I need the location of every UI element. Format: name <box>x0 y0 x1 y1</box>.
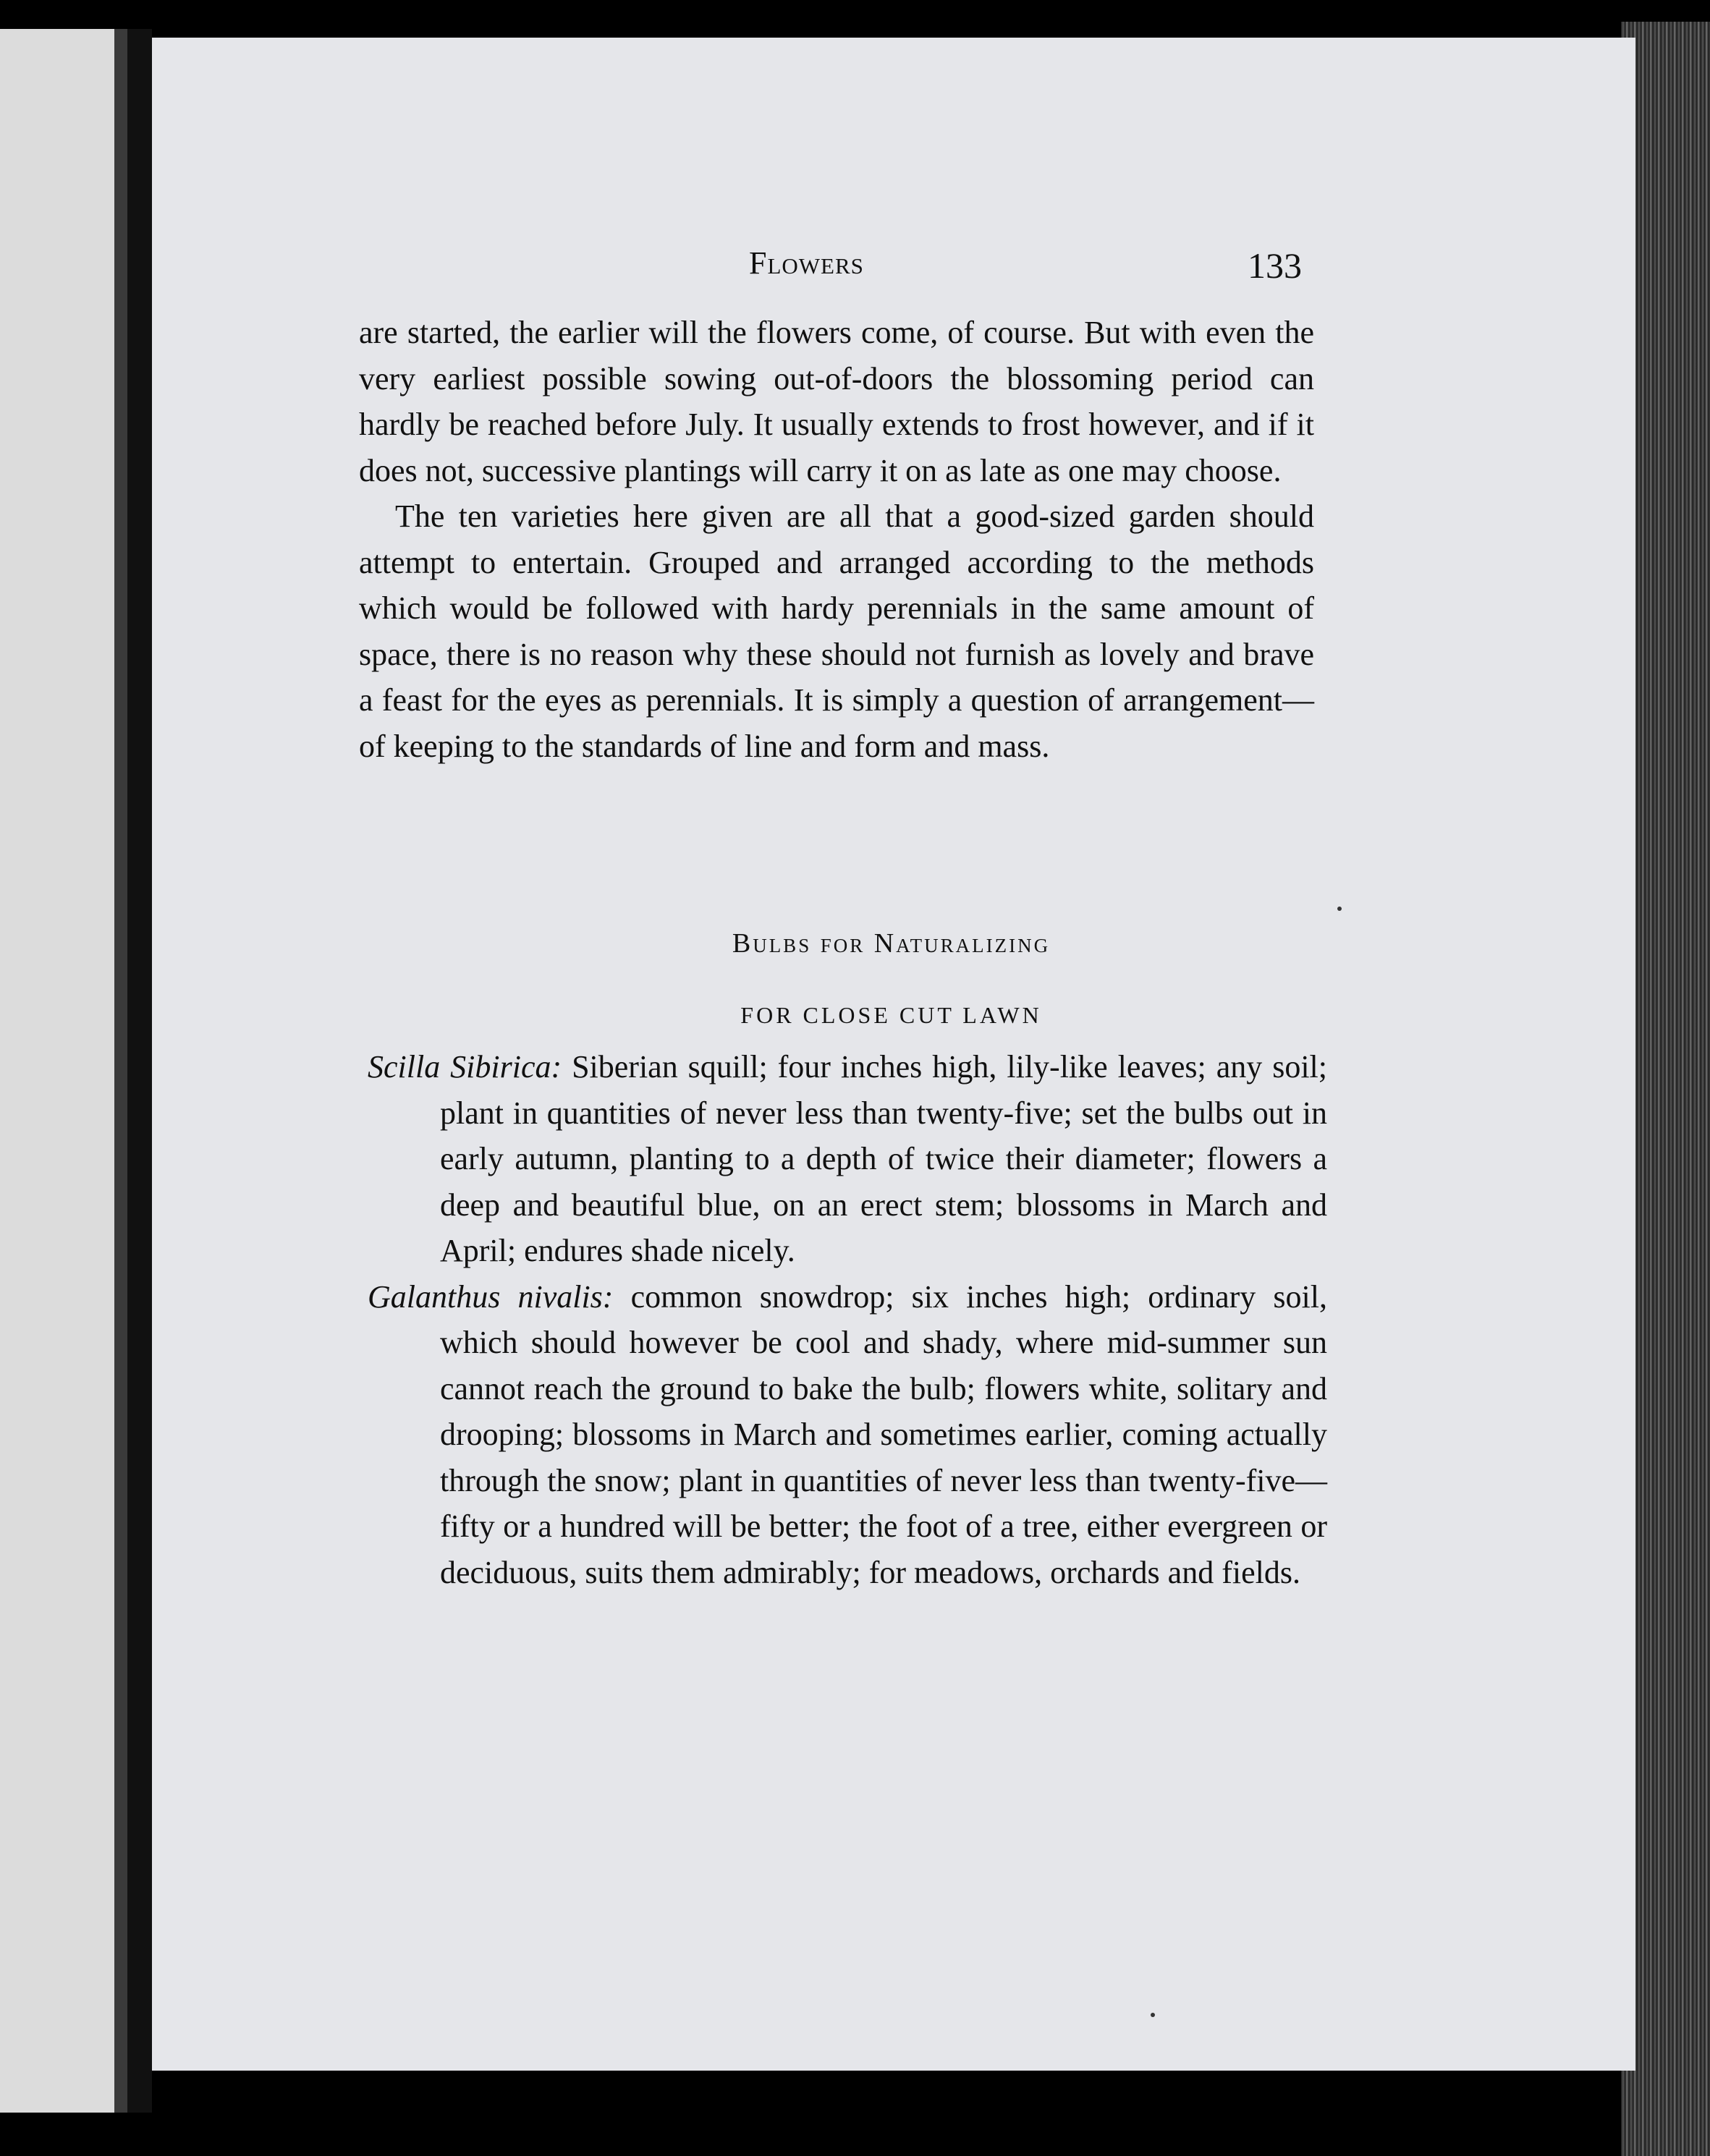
plant-latin-name: Galanthus nivalis: <box>368 1278 614 1315</box>
running-head: Flowers <box>749 245 864 281</box>
gutter-shadow <box>114 29 127 2113</box>
plant-entry <box>368 1044 1327 1274</box>
plant-description: Siberian squill; four inches high, lily-like leaves; any soil; plant in quantities of never less than twenty-five; set the bulbs out in early autumn, planting to a depth of twice their diameter; flowers a deep and beautiful blue, on an erect stem; blossoms in March and April; endures shade nicely. <box>440 1049 1327 1268</box>
plant-description: common snowdrop; six inches high; ordinary soil, which should however be cool and shady, where mid-summer sun cannot reach the ground to bake the bulb; flowers white, solitary and drooping; blossoms in March and sometimes earlier, coming actually through the snow; plant in quantities of never less than twenty-five—fifty or a hundred will be better; the foot of a tree, either evergreen or deciduous, suits them admirably; for meadows, orchards and fields. <box>440 1278 1328 1590</box>
paragraph: are started, the earlier will the flowers come, of course. But with even the very earliest possible sowing out-of-doors the blossoming period can hardly be reached before July. It usually extends to frost however, and if it does not, successive plantings will carry it on as late as one may choose. <box>359 315 1314 488</box>
page-gutter <box>127 29 152 2113</box>
sub-heading: FOR CLOSE CUT LAWN <box>740 1002 1042 1028</box>
body-text <box>359 310 1314 769</box>
plant-entries <box>368 1044 1327 1595</box>
paper-speck <box>1151 2013 1155 2017</box>
plant-latin-name: Scilla Sibirica: <box>368 1049 562 1085</box>
section-heading: Bulbs for Naturalizing <box>732 928 1051 959</box>
previous-page-edge <box>0 29 114 2113</box>
page-number: 133 <box>1248 245 1302 286</box>
paragraph: The ten varieties here given are all that a good-sized garden should attempt to entertain. Grouped and arranged according to the methods which would be followed with hardy perennials in the same amount of space, there is no reason why these should not furnish as lovely and brave a feast for the eyes as perennials. It is simply a question of arrangement—of keeping to the standards of line and form and mass. <box>359 498 1314 764</box>
plant-entry <box>368 1274 1327 1596</box>
paper-speck <box>1337 907 1342 911</box>
